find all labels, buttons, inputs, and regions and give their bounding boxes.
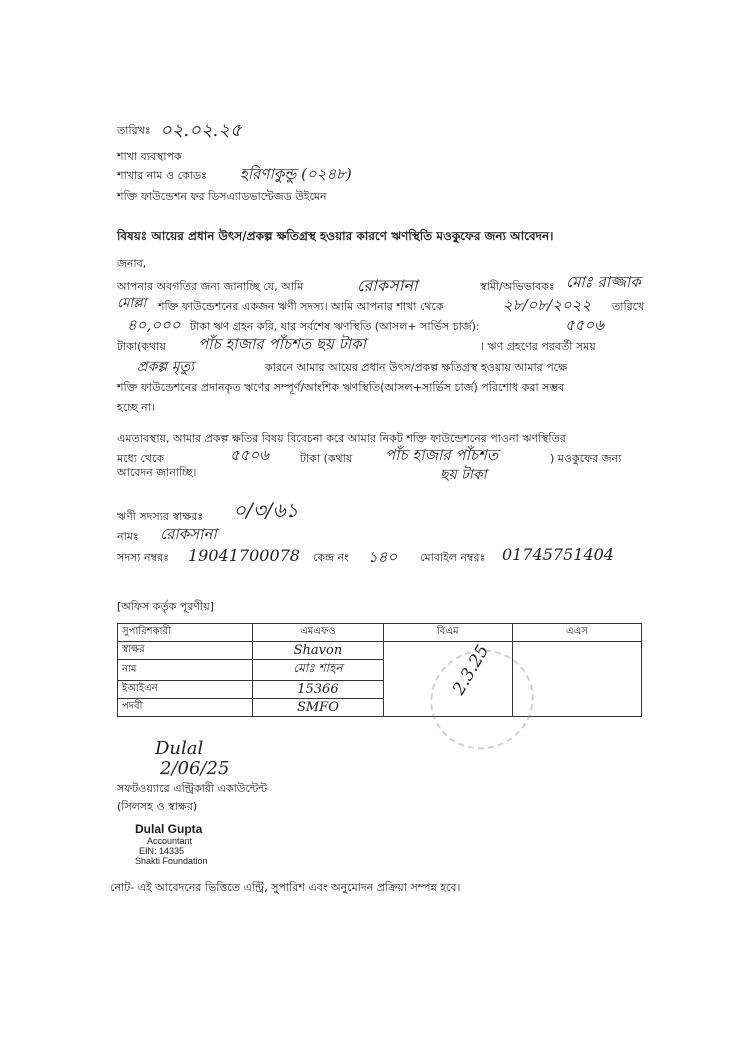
member-no-value: 19041700078: [188, 546, 300, 565]
subject: বিষয়ঃ আয়ের প্রধান উৎস/প্রকল্প ক্ষতিগ্রস্থ হওয়ার কারণে ঋণস্থিতি মওকুফের জন্য আবেদন।: [117, 229, 554, 243]
balance-hw: ৫৫০৬: [565, 316, 604, 334]
body-line4a: টাকা(কথায়: [117, 340, 166, 353]
branch-manager: শাখা ব্যবস্থাপক: [117, 150, 182, 163]
salutation: জনাব,: [117, 257, 147, 270]
member-sig-label: ঋণী সদস্যর স্বাক্ষরঃ: [117, 510, 204, 523]
accountant-title: সফটওয়্যারে এন্ট্রিকারী একাউন্টেন্ট: [117, 782, 268, 795]
stamp-role: Accountant: [147, 836, 193, 846]
mfo-designation: SMFO: [253, 699, 383, 717]
reason-hw: প্রকল্প মৃত্যু: [137, 359, 195, 375]
stamp-name: Dulal Gupta: [135, 822, 203, 836]
waiver-words-hw: পাঁচ হাজার পাঁচশত: [385, 446, 499, 464]
row-label: পদবী: [118, 699, 253, 717]
header-recommender: সুপারিশকারী: [118, 624, 253, 642]
body-line3a: টাকা ঋণ গ্রহন করি, যার সর্বশেষ ঋণস্থিতি (আসল+ সার্ভিস চার্জ):: [190, 320, 480, 333]
center-label: কেন্দ্র নং: [313, 551, 349, 564]
footnote: নোট- এই আবেদনের ভিত্তিতে এন্ট্রি, সুপারিশ এবং অনুমোদন প্রক্রিয়া সম্পন্ন হবে।: [110, 881, 461, 894]
body-line1a: আপনার অবগতির জন্য জানাচ্ছি যে, আমি: [117, 280, 304, 293]
date-label: তারিখঃ: [117, 124, 151, 137]
row-label: স্বাক্ষর: [118, 642, 253, 660]
waiver-amount-hw: ৫৫০৬: [230, 446, 269, 464]
header-bm: বিএম: [383, 624, 512, 642]
office-label: [অফিস কর্তৃক পূরণীয়]: [117, 600, 214, 613]
body-line7: হচ্ছে না।: [117, 401, 155, 414]
accountant-stamp: [135, 822, 208, 866]
row-label: নাম: [118, 660, 253, 681]
member-signature: ০/৩/৬১: [233, 498, 299, 522]
member-no-label: সদস্য নম্বরঃ: [117, 551, 169, 564]
accountant-signature: Dulal: [155, 738, 204, 759]
waiver-words2-hw: ছয় টাকা: [440, 467, 487, 483]
row-label: ইআইএন: [118, 681, 253, 699]
para2-line2b: টাকা (কথায়: [300, 452, 353, 465]
bm-signature: 2.3.25: [448, 641, 493, 699]
loan-date-hw: ২৮/০৮/২০২২: [503, 296, 592, 314]
stamp-ein: EIN: 14335: [139, 846, 185, 856]
table-header-row: [118, 624, 642, 642]
body-line6: শক্তি ফাউন্ডেশনের প্রদানকৃত ঋণের সম্পূর্ণ/আংশিক ঋণস্থিতি(আসল+সার্ভিস চার্জ) পরিশোধ করা সম্ভব: [117, 381, 565, 394]
para2-line1: এমতাবস্থায়, আমার প্রকল্প ক্ষতির বিষয় বিবেচনা করে আমার নিকট শক্তি ফাউন্ডেশনের পাওনা ঋণস্থিতির: [117, 432, 566, 445]
accountant-note: (সিলসহ ও স্বাক্ষর): [117, 800, 198, 813]
body-line4b: । ঋণ গ্রহণের পরবর্তী সময়: [480, 340, 596, 353]
amount-words-hw: পাঁচ হাজার পাঁচশত ছয় টাকা: [198, 335, 366, 353]
guardian-hw: মোঃ রাজ্জাক: [566, 273, 641, 291]
accountant-sig-date: 2/06/25: [160, 758, 230, 779]
branch-label: শাখার নাম ও কোডঃ: [117, 169, 207, 182]
guardian-hw-cont: মোল্লা: [117, 296, 147, 311]
body-line5a: কারনে আমার আয়ের প্রধান উৎস/প্রকল্প ক্ষতিগ্রস্থ হওয়ায় আমার পক্ষে: [265, 361, 568, 374]
mobile-label: মোবাইল নম্বরঃ: [420, 551, 486, 564]
mobile-value: 01745751404: [502, 545, 614, 564]
member-name-hw: রোকসানা: [357, 276, 418, 295]
center-value: ১৪০: [368, 548, 398, 566]
stamp-org: Shakti Foundation: [135, 856, 208, 866]
office-table: [117, 623, 642, 717]
header-mfo: এমএফও: [253, 624, 383, 642]
para2-line3: আবেদন জানাচ্ছি।: [117, 466, 197, 479]
member-name-label: নামঃ: [117, 530, 139, 543]
header-as: এএস: [512, 624, 641, 642]
para2-line2c: ) মওকুফের জন্য: [550, 452, 622, 465]
para2-line2a: মধ্যে থেকে: [117, 452, 165, 465]
mfo-signature: Shavon: [253, 642, 383, 660]
body-line2a: শক্তি ফাউন্ডেশনের একজন ঋণী সদস্য। আমি আপনার শাখা থেকে: [158, 300, 444, 313]
body-line1b: স্বামী/অভিভাবকঃ: [480, 280, 555, 293]
date-value: ০২.০২.২৫: [160, 120, 242, 141]
member-name-value: রোকসানা: [160, 525, 217, 543]
mfo-name: মোঃ শাহন: [253, 660, 383, 681]
mfo-ein: 15366: [253, 681, 383, 699]
branch-value: হরিণাকুন্ডু (০২৪৮): [240, 165, 352, 183]
body-line2b: তারিখে: [612, 300, 645, 313]
loan-amount-hw: ৪০,০০০: [127, 316, 181, 334]
table-row: [118, 642, 642, 660]
organization: শক্তি ফাউন্ডেশন ফর ডিসএ্যাডভান্টেজড উইমেন: [117, 190, 327, 203]
